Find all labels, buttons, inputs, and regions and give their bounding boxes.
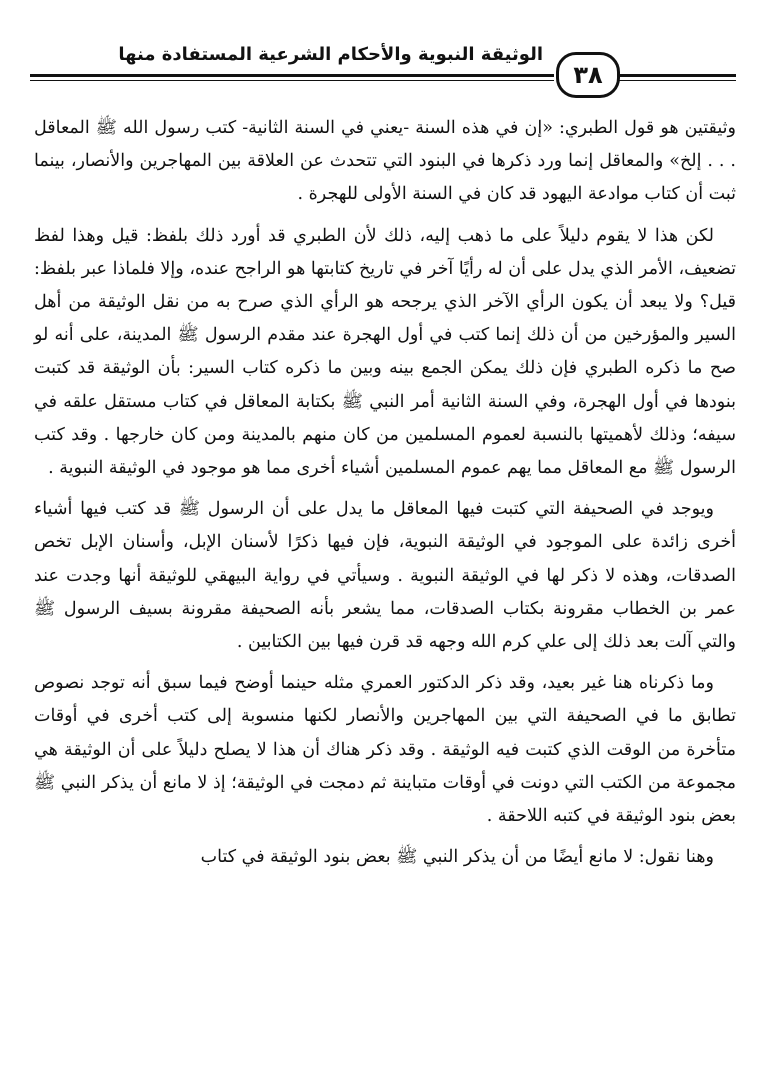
page-number: ٣٨ <box>556 52 620 98</box>
body-text <box>34 112 736 874</box>
paragraph-2: لكن هذا لا يقوم دليلاً على ما ذهب إليه، ذلك لأن الطبري قد أورد ذلك بلفظ: قيل وهذا لفظ تضعيف، الأمر الذي يدل على أن له رأيًا آخر في تاريخ كتابتها هو الراجح عنده، وإلا فلماذا عبر بلفظ: قيل؟ ولا يبعد أن يكون الرأي الآخر الذي يرجحه هو الرأي الذي صرح به من نقل الوثيقة من أهل السير والمؤرخين من أن ذلك إنما كتب في أول الهجرة عند مقدم الرسول ﷺ المدينة، على أنه لو صح ما ذكره الطبري فإن ذلك يمكن الجمع بينه وبين ما ذكره كتاب السير: بأن الوثيقة قد كتبت بنودها في أول الهجرة، وفي السنة الثانية أمر النبي ﷺ بكتابة المعاقل في كتاب مستقل علقه في سيفه؛ وذلك لأهميتها بالنسبة لعموم المسلمين من كان منهم بالمدينة ومن كان خارجها . وقد كتب الرسول ﷺ مع المعاقل مما يهم عموم المسلمين أشياء أخرى مما هو موجود في الوثيقة النبوية . <box>34 225 736 479</box>
running-title: الوثيقة النبوية والأحكام الشرعية المستفادة منها <box>118 44 543 65</box>
header-rule-left-thin <box>30 80 554 81</box>
paragraph-3: ويوجد في الصحيفة التي كتبت فيها المعاقل ما يدل على أن الرسول ﷺ قد كتب فيها أشياء أخرى زائدة على الموجود في الوثيقة النبوية، فإن فيها ذكرًا لأسنان الإبل، وأسنان الإبل تخص الصدقات، وهذه لا ذكر لها في الوثيقة النبوية . وسيأتي في رواية البيهقي للوثيقة أنها وجدت عند عمر بن الخطاب مقرونة بكتاب الصدقات، مما يشعر بأنه الصحيفة مقرونة بسيف الرسول ﷺ والتي آلت بعد ذلك إلى علي كرم الله وجهه قد قرن فيها بين الكتابين . <box>34 499 736 653</box>
header-rule-right-thick <box>618 74 736 77</box>
paragraph-1: وثيقتين هو قول الطبري: «إن في هذه السنة -يعني في السنة الثانية- كتب رسول الله ﷺ المعاقل . . . إلخ» والمعاقل إنما ورد ذكرها في البنود التي تتحدث عن العلاقة بين المهاجرين والأنصار، بينما ثبت أن كتاب موادعة اليهود قد كان في السنة الأولى للهجرة . <box>34 118 736 205</box>
header-rule-left-thick <box>30 74 554 77</box>
paragraph-5: وهنا نقول: لا مانع أيضًا من أن يذكر النبي ﷺ بعض بنود الوثيقة في كتاب <box>200 847 714 868</box>
page-header <box>0 0 768 110</box>
paragraph-4: وما ذكرناه هنا غير بعيد، وقد ذكر الدكتور العمري مثله حينما أوضح فيما سبق أنه توجد نصوص تطابق ما في الصحيفة التي بين المهاجرين والأنصار لكنها منسوبة إلى كتب أخرى في أوقات متأخرة من الوقت الذي كتبت فيه الوثيقة . وقد ذكر هناك أن هذا لا يصلح دليلاً على أن الوثيقة هي مجموعة من الكتب التي دونت في أوقات متباينة ثم دمجت في الوثيقة؛ إذ لا مانع أن يذكر النبي ﷺ بعض بنود الوثيقة في كتبه اللاحقة . <box>34 673 736 827</box>
header-rule-right-thin <box>618 80 736 81</box>
